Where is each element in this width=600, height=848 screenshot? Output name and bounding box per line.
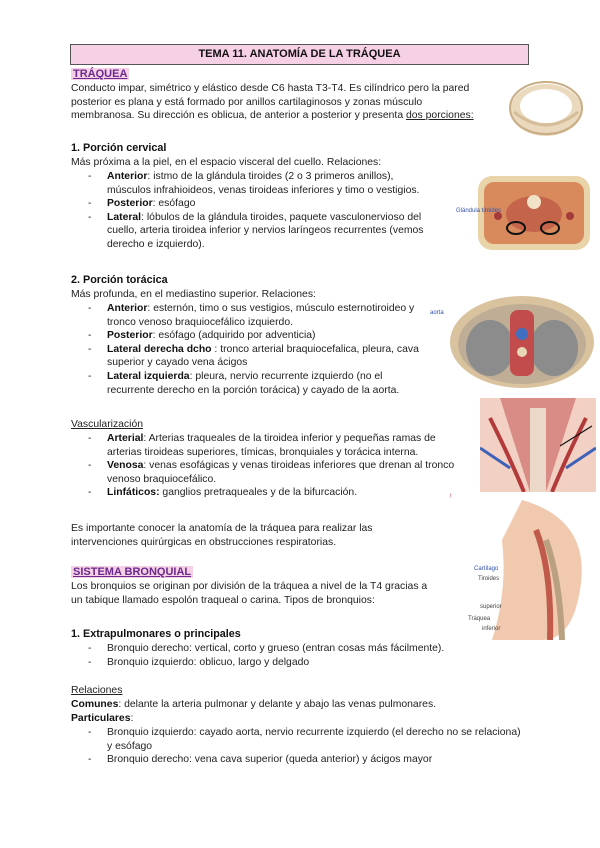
list-item: - Anterior: esternón, timo o sus vestigios, músculo esternotiroideo y tronco venoso braquiocefálico izquierdo. bbox=[88, 302, 428, 329]
list-item: - Bronquio derecho: vertical, corto y grueso (entran cosas más fácilmente). bbox=[88, 642, 508, 656]
list-item: - Arterial: Arterias traqueales de la tiroidea inferior y pequeñas ramas de arterias tiroideas superiores, tímicas, bronquiales y torácica interna. bbox=[88, 432, 468, 459]
section-heading-trachea bbox=[71, 68, 129, 82]
warning-annot: ! bbox=[450, 494, 452, 500]
cervical-relations-list bbox=[88, 170, 438, 252]
relations-heading: Relaciones bbox=[71, 685, 123, 696]
trachea-intro-line-1: Conducto impar, simétrico y elástico desde C6 hasta T3-T4. Es cilíndrico pero la pared bbox=[71, 83, 470, 94]
vascular-list bbox=[88, 432, 468, 500]
closing-paragraph: Es importante conocer la anatomía de la tráquea para realizar las intervenciones quirúrgicas en obstrucciones respiratorias. bbox=[71, 523, 373, 548]
list-item: - Bronquio derecho: vena cava superior (queda anterior) y ácigos mayor bbox=[88, 753, 528, 767]
thoracic-relations-list bbox=[88, 302, 428, 397]
thoracic-heading: 2. Porción torácica bbox=[71, 274, 168, 286]
thoracic-desc: Más profunda, en el mediastino superior. Relaciones: bbox=[71, 289, 316, 300]
cervical-desc: Más próxima a la piel, en el espacio visceral del cuello. Relaciones: bbox=[71, 157, 382, 168]
extrapulmonary-heading: 1. Extrapulmonares o principales bbox=[71, 628, 241, 640]
list-item: - Venosa: venas esofágicas y venas tiroideas inferiores que drenan al tronco venoso braquiocefálico. bbox=[88, 459, 468, 486]
cervical-heading: 1. Porción cervical bbox=[71, 142, 167, 154]
list-item: - Anterior: istmo de la glándula tiroides (2 o 3 primeros anillos), músculos infrahioideos, venas tiroideas inferiores y timo o vestigios. bbox=[88, 170, 438, 197]
bronchial-heading-text: SISTEMA BRONQUIAL bbox=[73, 566, 192, 578]
neck-cross-section-image bbox=[454, 172, 594, 254]
trachea-heading-text: TRÁQUEA bbox=[73, 68, 128, 80]
section-heading-bronchial bbox=[71, 566, 193, 580]
neck-dissection-image bbox=[480, 398, 596, 492]
list-item: - Lateral derecha dcho : tronco arterial braquiocefalica, pleura, cava superior y cayado vena ácigos bbox=[88, 343, 428, 370]
vascular-heading: Vascularización bbox=[71, 419, 143, 430]
list-item: - Lateral izquierda: pleura, nervio recurrente izquierdo (no el recurrente derecho en la porción torácica) y cayado de la aorta. bbox=[88, 370, 428, 397]
relations-particular-list bbox=[88, 726, 528, 767]
list-item: - Bronquio izquierdo: oblicuo, largo y delgado bbox=[88, 656, 508, 670]
list-item: - Posterior: esófago (adquirido por adventicia) bbox=[88, 329, 428, 343]
thorax-cross-section-image bbox=[428, 292, 596, 392]
neck-label-thyroid: Tiroides bbox=[478, 576, 500, 582]
neck-label-trachea: Tráquea bbox=[468, 616, 491, 622]
document-title: TEMA 11. ANATOMÍA DE LA TRÁQUEA bbox=[70, 44, 529, 65]
relations-particular-heading: Particulares: bbox=[71, 713, 134, 724]
neck-label-cartilage: Cartílago bbox=[474, 566, 499, 572]
trachea-ring-image bbox=[506, 72, 586, 142]
extrapulmonary-list bbox=[88, 642, 508, 669]
list-item: - Linfáticos: ganglios pretraqueales y de la bifurcación. bbox=[88, 486, 468, 500]
trachea-intro-line-2: posterior es plana y está formado por anillos cartilaginosos y zonas músculo bbox=[71, 96, 423, 108]
neck-label-superior: superior bbox=[480, 604, 502, 610]
bronchial-intro: Los bronquios se originan por división de la tráquea a nivel de la T4 gracias a un tabique llamado espolón traqueal o carina. Tipos de bronquios: bbox=[71, 581, 428, 606]
relations-common: Comunes: delante la arteria pulmonar y delante y abajo las venas pulmonares. bbox=[71, 699, 437, 710]
neck-label-inferior: inferior bbox=[482, 626, 501, 632]
trachea-intro bbox=[71, 82, 511, 123]
list-item: - Posterior: esófago bbox=[88, 197, 438, 211]
list-item: - Bronquio izquierdo: cayado aorta, nervio recurrente izquierdo (el derecho no se relaciona) y esófago bbox=[88, 726, 528, 753]
two-portions-underlined: dos porciones: bbox=[406, 110, 474, 122]
neck-annot: Glándula tiroides bbox=[456, 208, 502, 214]
trachea-intro-line-3: membranosa. Su dirección es oblicua, de anterior a posterior y presenta dos porciones: bbox=[71, 110, 474, 122]
thorax-annot: aorta bbox=[430, 310, 444, 316]
list-item: - Lateral: lóbulos de la glándula tiroides, paquete vasculonervioso del cuello, arteria tiroidea inferior y nervios laríngeos recurrentes (vemos derecho e izquierdo). bbox=[88, 211, 438, 252]
